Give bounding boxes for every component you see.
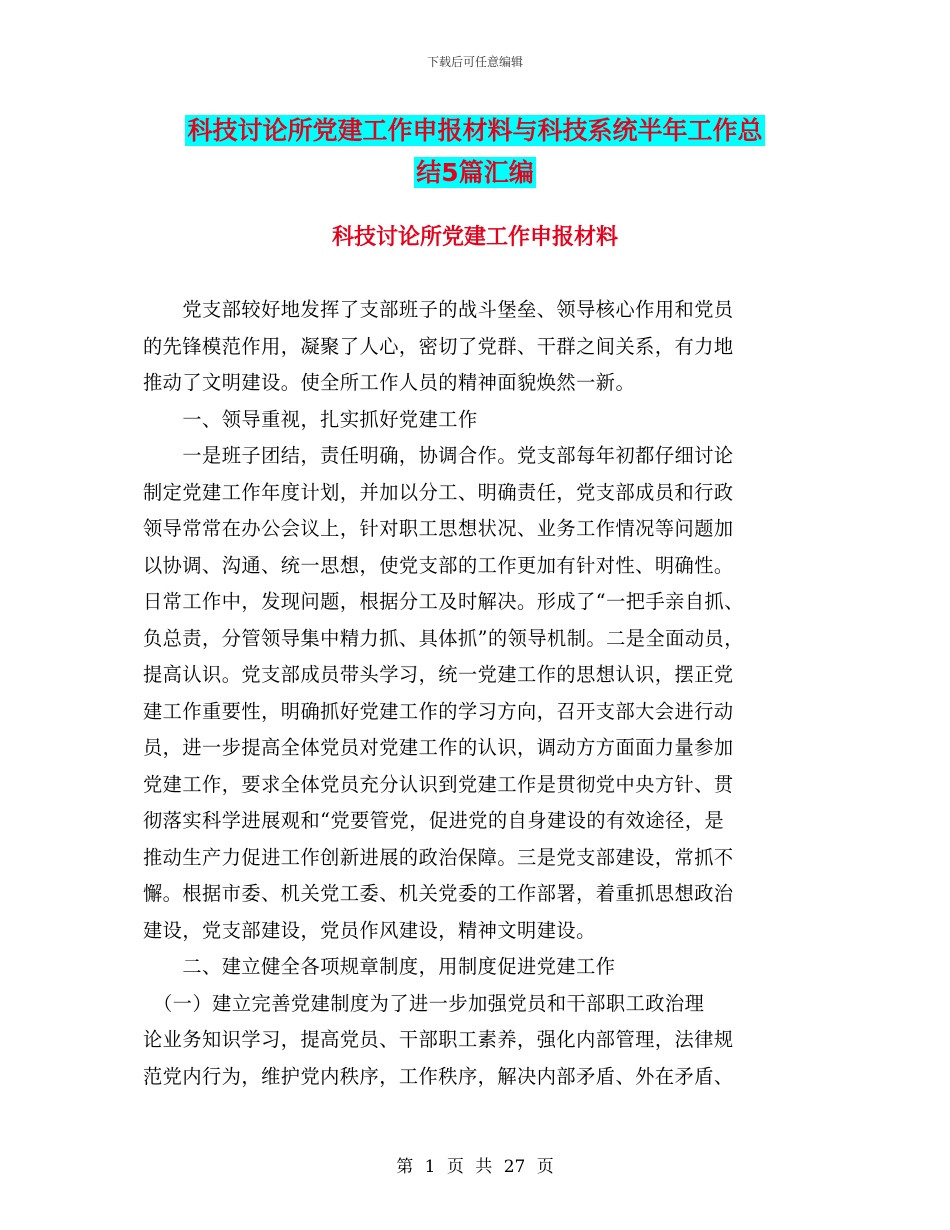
body-line: 党建工作，要求全体党员充分认识到党建工作是贯彻党中央方针、贯	[143, 772, 734, 796]
body-line: 一是班子团结，责任明确，协调合作。党支部每年初都仔细讨论	[143, 444, 734, 467]
body-line: 推动了文明建设。使全所工作人员的精神面貌焕然一新。	[143, 371, 636, 394]
body-line: 党支部较好地发挥了支部班子的战斗堡垒、领导核心作用和党员	[143, 298, 734, 321]
body-line: 建工作重要性，明确抓好党建工作的学习方向，召开支部大会进行动	[143, 699, 734, 723]
body-line: 彻落实科学进展观和“党要管党，促进党的自身建设的有效途径，是	[143, 809, 725, 832]
body-line: 懈。根据市委、机关党工委、机关党委的工作部署，着重抓思想政治	[143, 882, 734, 905]
body-line: 推动生产力促进工作创新进展的政治保障。三是党支部建设，常抓不	[143, 845, 734, 869]
page-footer: 第 1 页 共 27 页	[396, 1157, 554, 1177]
header-note: 下载后可任意编辑	[426, 55, 523, 69]
body-line: 的先锋模范作用，凝聚了人心，密切了党群、干群之间关系，有力地	[143, 334, 734, 358]
body-line: 负总责，分管领导集中精力抓、具体抓”的领导机制。二是全面动员，	[143, 626, 744, 650]
body-line: 员，进一步提高全体党员对党建工作的认识，调动方方面面力量参加	[143, 736, 734, 759]
body-line: 领导常常在办公会议上，针对职工思想状况、业务工作情况等问题加	[143, 517, 734, 540]
body-line: 论业务知识学习，提高党员、干部职工素养，强化内部管理，法律规	[143, 1028, 734, 1051]
body-line: 建设，党支部建设，党员作风建设，精神文明建设。	[143, 918, 596, 942]
body-line: （一）建立完善党建制度为了进一步加强党员和干部职工政治理	[143, 991, 705, 1015]
body-line: 以协调、沟通、统一思想，使党支部的工作更加有针对性、明确性。	[143, 553, 734, 577]
title-line-2: 结5篇汇编	[416, 158, 534, 187]
body-line: 提高认识。党支部成员带头学习，统一党建工作的思想认识，摆正党	[143, 663, 734, 686]
body-line: 一、领导重视，扎实抓好党建工作	[143, 407, 478, 431]
body-line: 制定党建工作年度计划，并加以分工、明确责任，党支部成员和行政	[143, 480, 734, 504]
body-line: 日常工作中，发现问题，根据分工及时解决。形成了“一把手亲自抓、	[143, 590, 744, 613]
section-title: 科技讨论所党建工作申报材料	[331, 225, 618, 250]
body-line: 范党内行为，维护党内秩序，工作秩序，解决内部矛盾、外在矛盾、	[143, 1064, 734, 1088]
title-line-1: 科技讨论所党建工作申报材料与科技系统半年工作总	[187, 116, 763, 145]
body-line: 二、建立健全各项规章制度，用制度促进党建工作	[143, 955, 616, 978]
body-text	[143, 292, 803, 1095]
document-title	[150, 110, 800, 194]
